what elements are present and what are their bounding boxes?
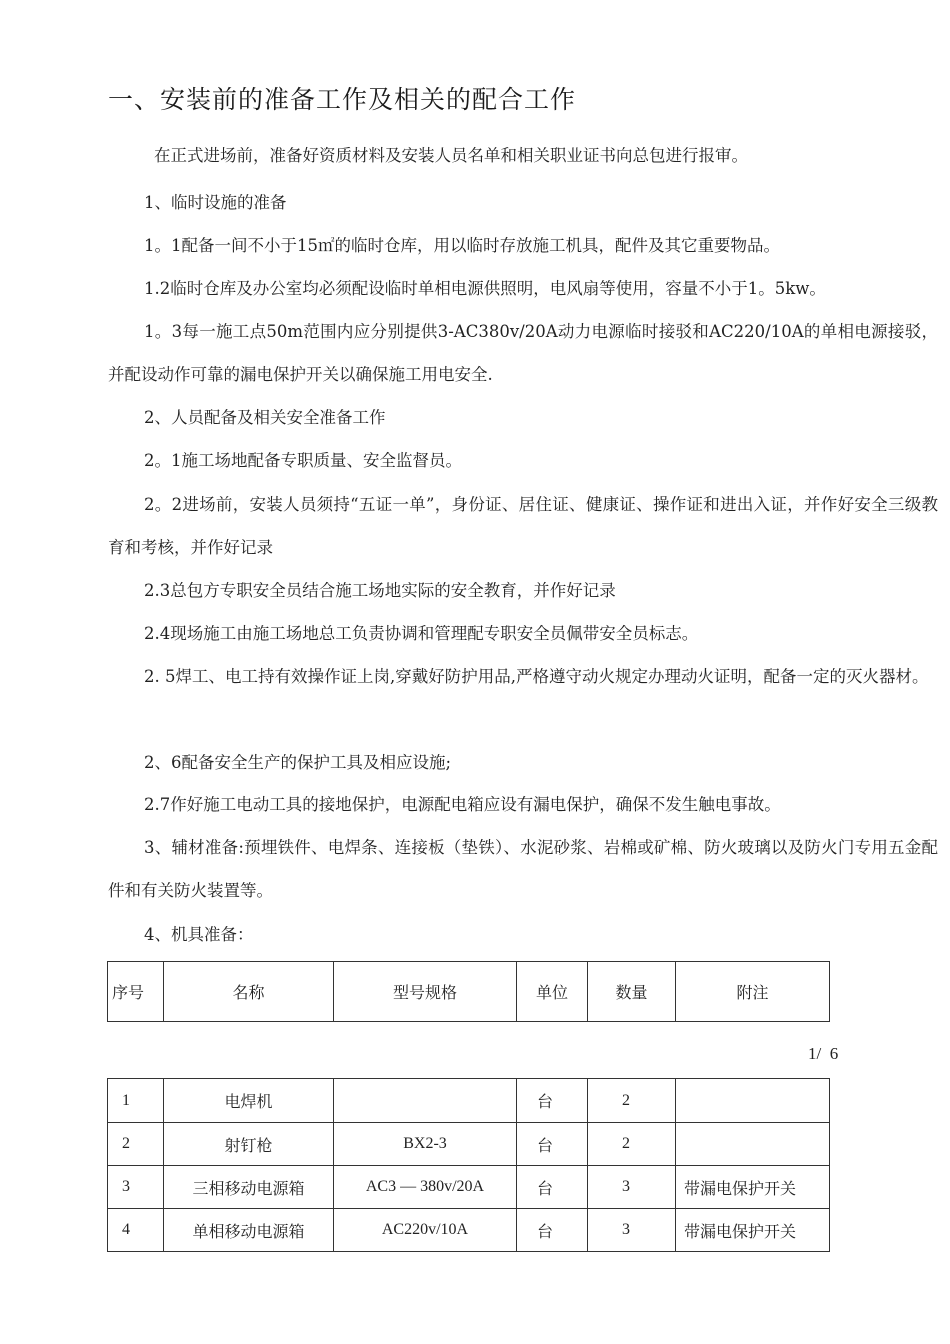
- page-number: 1/ 6: [808, 1044, 839, 1063]
- header-cell-unit: 单位: [517, 962, 588, 1022]
- header-cell-spec: 型号规格: [334, 962, 517, 1022]
- section-3-title: 3、辅材准备:预埋铁件、电焊条、连接板（垫铁）、水泥砂浆、岩棉或矿棉、防火玻璃以及防火门专用五金配件和有关防火装置等。: [108, 838, 938, 900]
- table-row: [108, 1079, 830, 1123]
- cell-name: 电焊机: [164, 1079, 334, 1123]
- paragraph-1-3: 1。3每一施工点50m范围内应分别提供3-AC380v/20A动力电源临时接驳和AC220/10A的单相电源接驳，并配设动作可靠的漏电保护开关以确保施工用电安全.: [108, 322, 938, 384]
- cell-name: 三相移动电源箱: [164, 1166, 334, 1209]
- table-row: [108, 1123, 830, 1166]
- cell-unit: 台: [517, 1166, 588, 1209]
- header-cell-quantity: 数量: [588, 962, 676, 1022]
- header-cell-note: 附注: [676, 962, 830, 1022]
- cell-spec: AC220v/10A: [334, 1209, 517, 1252]
- cell-index: 1: [108, 1079, 164, 1123]
- cell-spec: [334, 1079, 517, 1123]
- equipment-table-header: [107, 961, 830, 1022]
- paragraph-1-2: 1.2临时仓库及办公室均必须配设临时单相电源供照明，电风扇等使用，容量不小于1。5kw。: [144, 279, 826, 298]
- cell-quantity: 3: [588, 1209, 676, 1252]
- cell-unit: 台: [517, 1209, 588, 1252]
- section-1-title: 1、临时设施的准备: [144, 193, 287, 212]
- header-cell-index: 序号: [108, 962, 164, 1022]
- cell-unit: 台: [517, 1079, 588, 1123]
- cell-name: 射钉枪: [164, 1123, 334, 1166]
- cell-spec: AC3 — 380v/20A: [334, 1166, 517, 1209]
- equipment-table-body: [107, 1078, 830, 1252]
- cell-index: 4: [108, 1209, 164, 1252]
- paragraph-2-6: 2、6配备安全生产的保护工具及相应设施;: [144, 753, 452, 772]
- cell-index: 2: [108, 1123, 164, 1166]
- cell-note: [676, 1079, 830, 1123]
- header-cell-name: 名称: [164, 962, 334, 1022]
- cell-unit: 台: [517, 1123, 588, 1166]
- cell-name: 单相移动电源箱: [164, 1209, 334, 1252]
- paragraph-2-5: 2. 5焊工、电工持有效操作证上岗,穿戴好防护用品,严格遵守动火规定办理动火证明，配备一定的灭火器材。: [144, 667, 929, 686]
- cell-quantity: 3: [588, 1166, 676, 1209]
- paragraph-2-2: 2。2进场前，安装人员须持“五证一单”，身份证、居住证、健康证、操作证和进出入证，并作好安全三级教育和考核，并作好记录: [108, 495, 938, 557]
- cell-note: [676, 1123, 830, 1166]
- cell-note: 带漏电保护开关: [676, 1209, 830, 1252]
- table-header-row: [108, 962, 830, 1022]
- cell-quantity: 2: [588, 1079, 676, 1123]
- section-2-title: 2、人员配备及相关安全准备工作: [144, 408, 386, 427]
- paragraph-2-1: 2。1施工场地配备专职质量、安全监督员。: [144, 451, 462, 470]
- table-row: [108, 1166, 830, 1209]
- page-heading: 一、安装前的准备工作及相关的配合工作: [108, 85, 577, 114]
- cell-index: 3: [108, 1166, 164, 1209]
- section-4-title: 4、机具准备：: [144, 925, 254, 944]
- cell-note: 带漏电保护开关: [676, 1166, 830, 1209]
- cell-spec: BX2-3: [334, 1123, 517, 1166]
- cell-quantity: 2: [588, 1123, 676, 1166]
- paragraph-2-7: 2.7作好施工电动工具的接地保护，电源配电箱应设有漏电保护，确保不发生触电事故。: [144, 795, 781, 814]
- paragraph-2-3: 2.3总包方专职安全员结合施工场地实际的安全教育，并作好记录: [144, 581, 616, 600]
- paragraph-intro: 在正式进场前，准备好资质材料及安装人员名单和相关职业证书向总包进行报审。: [154, 146, 748, 165]
- table-row: [108, 1209, 830, 1252]
- paragraph-2-4: 2.4现场施工由施工场地总工负责协调和管理配专职安全员佩带安全员标志。: [144, 624, 699, 643]
- paragraph-1-1: 1。1配备一间不小于15㎡的临时仓库，用以临时存放施工机具，配件及其它重要物品。: [144, 236, 780, 255]
